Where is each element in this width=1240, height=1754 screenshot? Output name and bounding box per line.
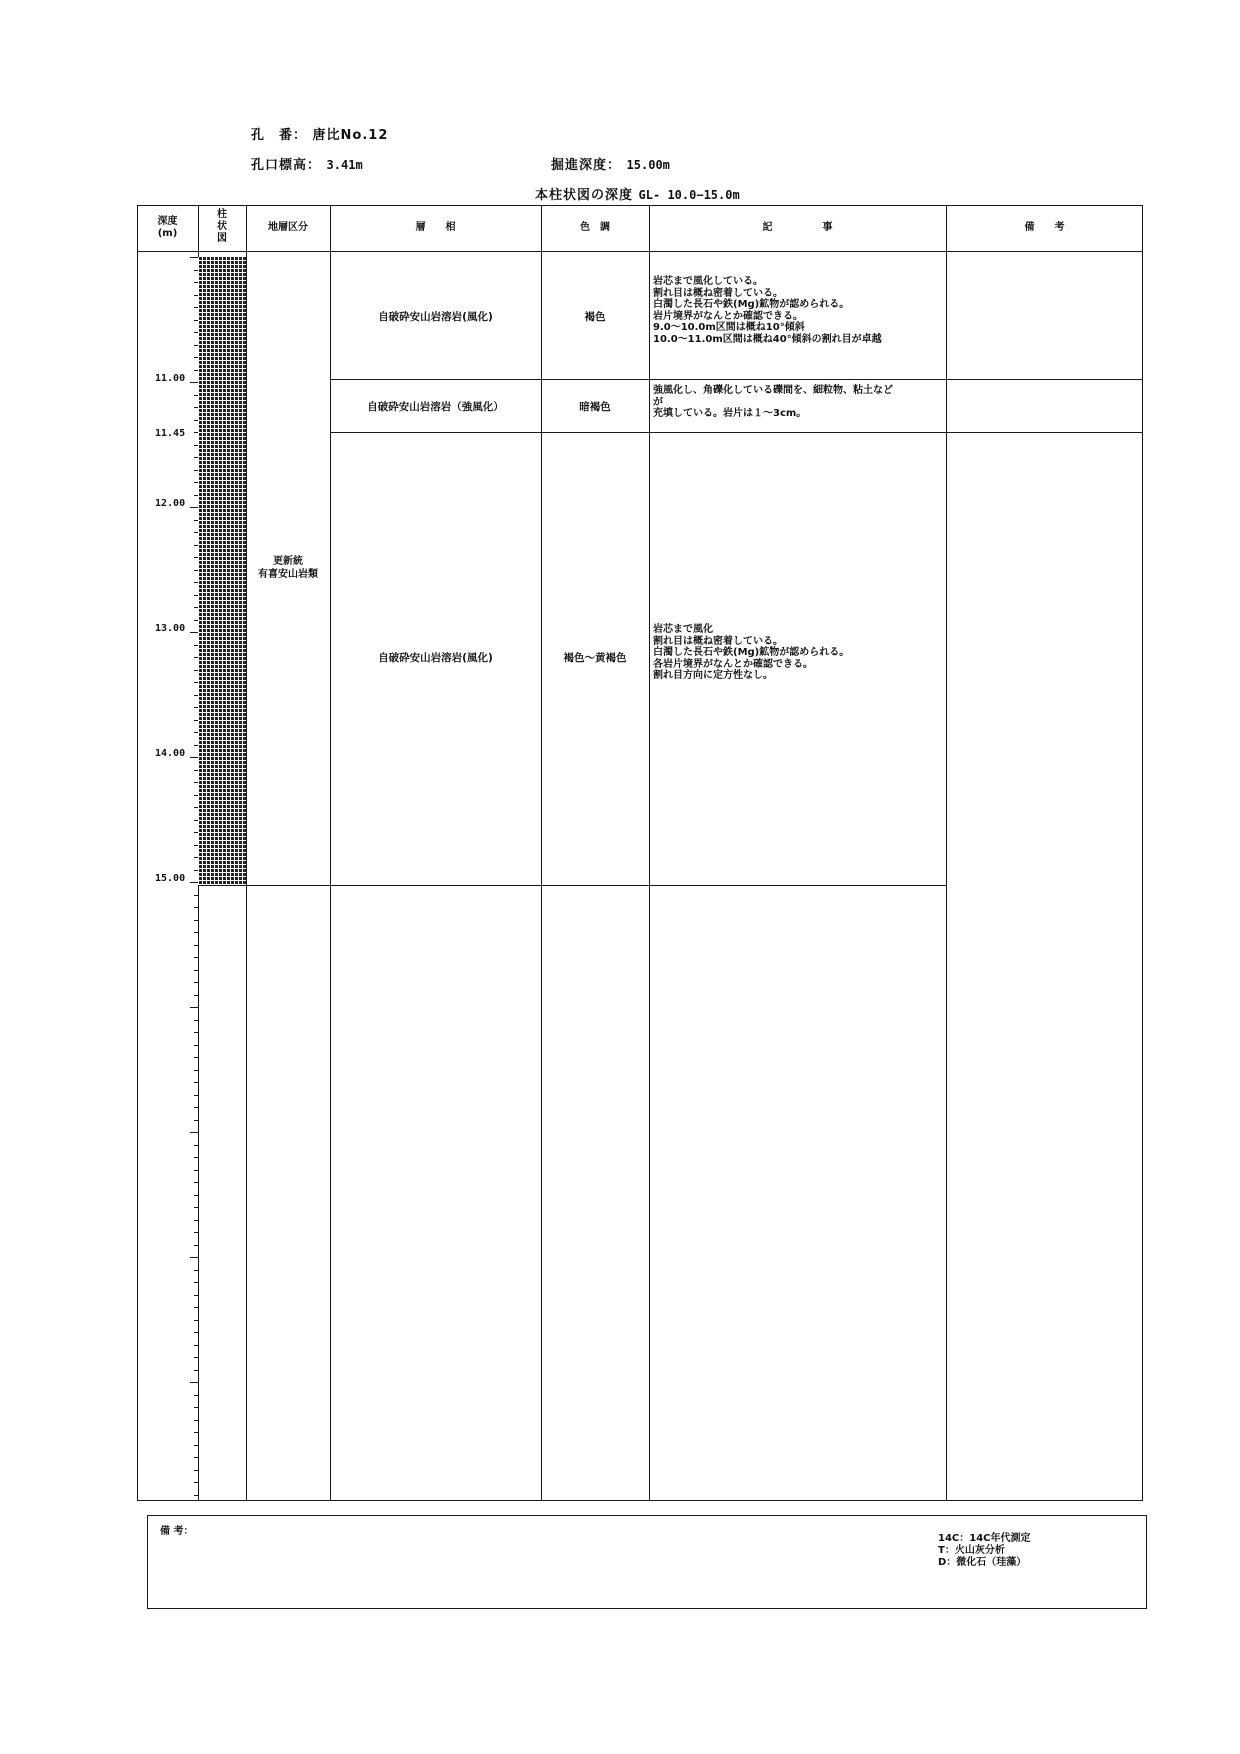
depth-tick	[194, 395, 198, 396]
depth-tick	[194, 332, 198, 333]
depth-tick	[194, 832, 198, 833]
depth-range-value: GL- 10.0−15.0m	[638, 188, 740, 202]
depth-tick	[194, 1332, 198, 1333]
depth-tick	[194, 545, 198, 546]
depth-tick	[194, 745, 198, 746]
depth-label-12-00: 12.00	[155, 498, 186, 509]
depth-tick	[194, 1470, 198, 1471]
depth-tick	[194, 532, 198, 533]
depth-tick	[194, 357, 198, 358]
depth-tick	[194, 1320, 198, 1321]
depth-tick	[194, 470, 198, 471]
depth-tick	[194, 1357, 198, 1358]
layer-1-description: 岩芯まで風化している。 割れ目は概ね密着している。 白濁した長石や鉄(Mg)鉱物が認められる。 岩片境界がなんとか確認できる。 9.0〜10.0m区間は概ね10°傾斜 10.0〜11.0m区間は概ね40°傾斜の割れ目が卓越	[653, 276, 882, 345]
depth-tick	[194, 870, 198, 871]
depth-label-15-00: 15.00	[155, 873, 186, 884]
footer-remarks-box	[147, 1515, 1147, 1609]
depth-tick	[190, 1007, 198, 1008]
depth-tick	[194, 1070, 198, 1071]
depth-tick	[194, 1232, 198, 1233]
depth-tick	[194, 557, 198, 558]
depth-tick	[194, 282, 198, 283]
depth-tick	[190, 882, 198, 883]
depth-tick	[194, 1182, 198, 1183]
layer-2-color: 暗褐色	[579, 401, 611, 413]
depth-tick	[194, 1082, 198, 1083]
col-header-depth: 深度 (m)	[157, 216, 178, 239]
lithology-column-pattern	[198, 257, 246, 885]
layer-3-description: 岩芯まで風化 割れ目は概ね密着している。 白濁した長石や鉄(Mg)鉱物が認められる。 各岩片境界がなんとか確認できる。 割れ目方向に定方性なし。	[653, 624, 850, 681]
hole-number-value: 唐比No.12	[312, 128, 389, 143]
depth-tick	[194, 945, 198, 946]
depth-tick	[194, 482, 198, 483]
depth-label-11-45: 11.45	[155, 428, 186, 439]
depth-tick	[194, 407, 198, 408]
depth-tick	[194, 1370, 198, 1371]
depth-tick	[194, 582, 198, 583]
depth-tick	[194, 607, 198, 608]
depth-tick	[194, 1282, 198, 1283]
depth-tick	[194, 807, 198, 808]
depth-tick	[194, 620, 198, 621]
depth-tick	[194, 295, 198, 296]
depth-tick	[194, 1120, 198, 1121]
depth-tick	[194, 1457, 198, 1458]
col-header-strata: 地層区分	[268, 222, 308, 233]
collar-elevation-label: 孔口標高：	[251, 158, 322, 173]
boring-log-table	[137, 205, 1143, 1501]
hole-number	[251, 124, 388, 143]
depth-tick	[190, 757, 198, 758]
depth-tick	[194, 1195, 198, 1196]
depth-tick	[194, 932, 198, 933]
strata-unit: 更新統 有喜安山岩類	[258, 556, 318, 580]
depth-tick	[194, 1445, 198, 1446]
depth-label-13-00: 13.00	[155, 623, 186, 634]
depth-tick	[194, 895, 198, 896]
depth-tick	[194, 795, 198, 796]
depth-tick	[194, 1157, 198, 1158]
depth-range-label: 本柱状図の深度	[535, 188, 634, 203]
layer-1-facies: 自破砕安山岩溶岩(風化)	[378, 311, 493, 323]
drilling-depth-label: 掘進深度：	[551, 158, 622, 173]
depth-tick	[194, 1095, 198, 1096]
depth-tick	[194, 420, 198, 421]
depth-tick	[194, 370, 198, 371]
depth-tick	[190, 1132, 198, 1133]
depth-tick	[194, 1407, 198, 1408]
depth-tick	[194, 432, 198, 433]
depth-tick	[194, 995, 198, 996]
depth-tick	[194, 445, 198, 446]
depth-tick	[194, 1057, 198, 1058]
depth-tick	[194, 520, 198, 521]
depth-tick	[194, 457, 198, 458]
depth-tick	[194, 857, 198, 858]
depth-label-14-00: 14.00	[155, 748, 186, 759]
depth-tick	[194, 1482, 198, 1483]
layer-2-description: 強風化し、角礫化している礫間を、細粒物、粘土など が 充填している。岩片は１〜3cm。	[653, 385, 893, 419]
layer-3-color: 褐色〜黄褐色	[563, 652, 627, 664]
layer-2-facies: 自破砕安山岩溶岩（強風化）	[367, 401, 504, 413]
depth-tick	[194, 1220, 198, 1221]
depth-tick	[194, 1270, 198, 1271]
depth-tick	[194, 657, 198, 658]
depth-tick	[194, 1020, 198, 1021]
depth-tick	[194, 1495, 198, 1496]
col-header-remarks: 備 考	[1024, 222, 1065, 233]
depth-tick	[194, 495, 198, 496]
hole-number-label: 孔 番：	[251, 128, 308, 143]
collar-elevation	[251, 154, 363, 173]
depth-tick	[194, 1045, 198, 1046]
depth-tick	[194, 1107, 198, 1108]
depth-tick	[194, 1032, 198, 1033]
depth-tick	[194, 670, 198, 671]
depth-tick	[194, 1207, 198, 1208]
depth-tick	[194, 820, 198, 821]
depth-tick	[194, 270, 198, 271]
drilling-depth	[551, 154, 670, 173]
col-header-description: 記 事	[762, 222, 833, 233]
depth-tick	[190, 1382, 198, 1383]
depth-tick	[194, 695, 198, 696]
col-header-column: 柱 状 図	[217, 209, 227, 244]
depth-label-11-00: 11.00	[155, 373, 186, 384]
depth-tick	[194, 1420, 198, 1421]
depth-tick	[190, 257, 198, 258]
depth-tick	[194, 682, 198, 683]
depth-tick	[190, 507, 198, 508]
layer-1-color: 褐色	[584, 311, 606, 323]
footer-remarks-label: 備 考：	[160, 1526, 194, 1537]
depth-range	[535, 184, 740, 203]
footer-legend: 14C：14C年代測定 T：火山灰分析 D：微化石（珪藻）	[938, 1533, 1031, 1568]
depth-tick	[194, 907, 198, 908]
depth-tick	[190, 382, 198, 383]
layer-3-facies: 自破砕安山岩溶岩(風化)	[378, 652, 493, 664]
col-header-color: 色 調	[580, 222, 610, 233]
depth-tick	[194, 720, 198, 721]
depth-tick	[194, 345, 198, 346]
drilling-depth-value: 15.00m	[626, 158, 670, 172]
depth-tick	[194, 1170, 198, 1171]
depth-tick	[194, 982, 198, 983]
depth-tick	[194, 920, 198, 921]
depth-tick	[194, 845, 198, 846]
col-header-facies: 層 相	[415, 222, 456, 233]
depth-tick	[194, 1145, 198, 1146]
depth-tick	[194, 1345, 198, 1346]
depth-tick	[194, 732, 198, 733]
depth-tick	[194, 707, 198, 708]
depth-tick	[194, 645, 198, 646]
depth-tick	[190, 632, 198, 633]
depth-tick	[194, 1432, 198, 1433]
depth-tick	[194, 770, 198, 771]
depth-tick	[194, 970, 198, 971]
depth-tick	[194, 957, 198, 958]
depth-tick	[194, 1307, 198, 1308]
depth-tick	[194, 1295, 198, 1296]
depth-tick	[194, 782, 198, 783]
depth-tick	[194, 595, 198, 596]
depth-tick	[194, 1395, 198, 1396]
depth-tick	[190, 1257, 198, 1258]
collar-elevation-value: 3.41m	[326, 158, 363, 172]
depth-tick	[194, 1245, 198, 1246]
depth-tick	[194, 570, 198, 571]
depth-tick	[194, 307, 198, 308]
depth-tick	[194, 320, 198, 321]
